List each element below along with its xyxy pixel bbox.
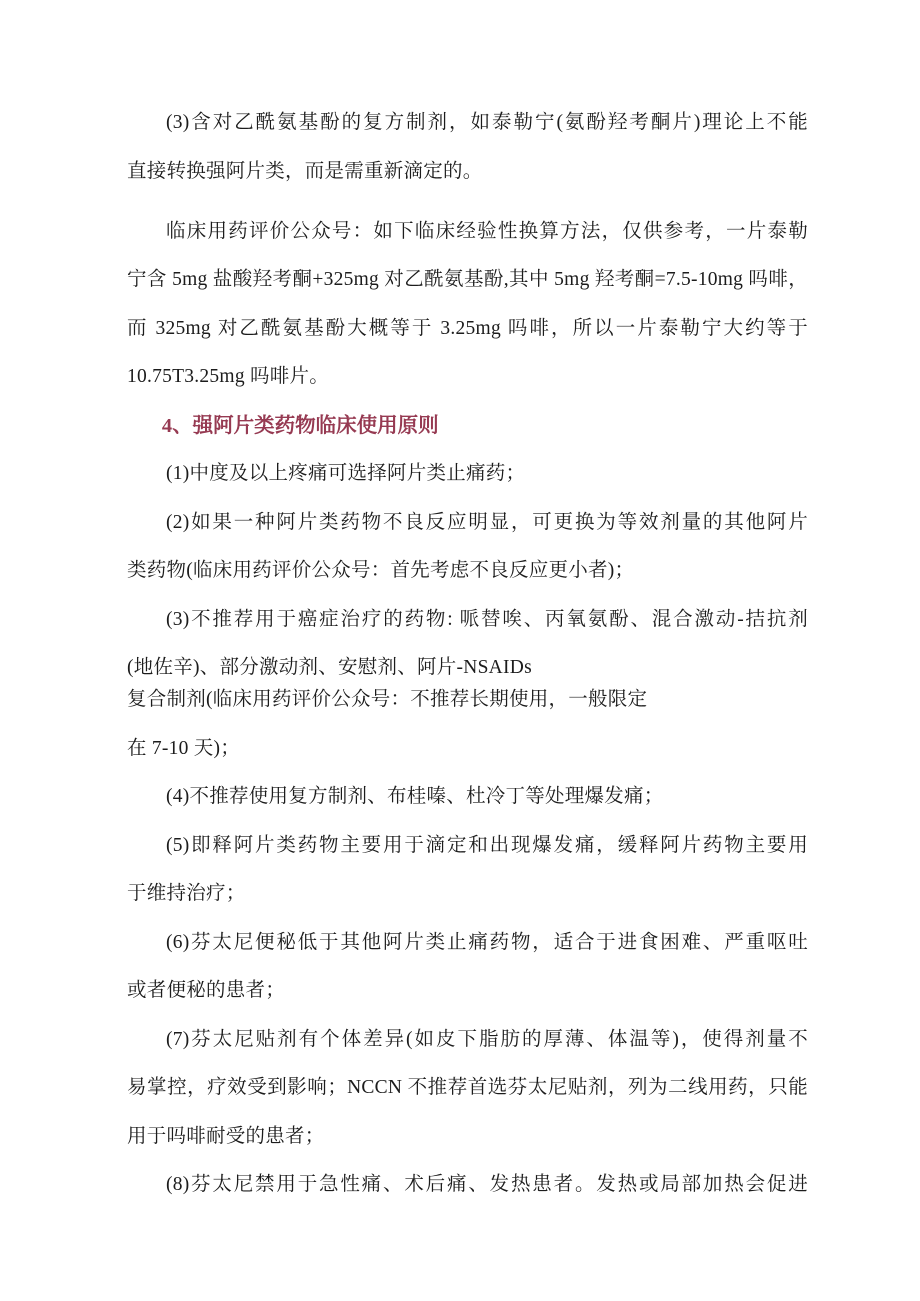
text-line: 类药物(临床用药评价公众号：首先考虑不良反应更小者)； [127,560,635,581]
text-line: 宁含 5mg 盐酸羟考酮+325mg 对乙酰氨基酚,其中 5mg 羟考酮=7.5-10mg 吗啡， [127,269,808,290]
text-line: 临床用药评价公众号：如下临床经验性换算方法，仅供参考，一片泰勒 [166,220,808,242]
text-line: 复合制剂(临床用药评价公众号：不推荐长期使用，一般限定 [127,689,648,710]
text-line: (8)芬太尼禁用于急性痛、术后痛、发热患者。发热或局部加热会促进 [166,1174,808,1195]
text-line: (3)不推荐用于癌症治疗的药物: 哌替唉、丙氧氨酚、混合激动-拮抗剂 [166,608,808,630]
text-line: (4)不推荐使用复方制剂、布桂嗪、杜冷丁等处理爆发痛； [166,786,664,807]
document-body [127,99,808,1210]
text-line: (5)即释阿片类药物主要用于滴定和出现爆发痛，缓释阿片药物主要用 [166,834,808,856]
text-line: (7)芬太尼贴剂有个体差异(如皮下脂肪的厚薄、体温等)，使得剂量不 [166,1028,808,1050]
text-line: 于维持治疗； [127,883,246,904]
text-line: 或者便秘的患者； [127,980,286,1001]
text-line: 直接转换强阿片类，而是需重新滴定的。 [127,160,483,182]
text-line: 用于吗啡耐受的患者； [127,1125,325,1147]
text-line: 易掌控，疗效受到影响；NCCN 不推荐首选芬太尼贴剂，列为二线用药，只能 [127,1077,808,1098]
text-line: (3)含对乙酰氨基酚的复方制剂，如泰勒宁(氨酚羟考酮片)理论上不能 [166,112,808,133]
section-heading: 4、强阿片类药物临床使用原则 [161,414,439,437]
text-line: 10.75T3.25mg 吗啡片。 [127,366,329,387]
text-line: 而 325mg 对乙酰氨基酚大概等于 3.25mg 吗啡，所以一片泰勒宁大约等于 [127,317,808,339]
text-line: 在 7-10 天)； [127,737,240,759]
text-line: (1)中度及以上疼痛可选择阿片类止痛药； [166,463,526,484]
text-line: (地佐辛)、部分激动剂、安慰剂、阿片-NSAIDs [127,657,532,678]
text-line: (6)芬太尼便秘低于其他阿片类止痛药物，适合于进食困难、严重呕吐 [166,931,808,953]
text-line: (2)如果一种阿片类药物不良反应明显，可更换为等效剂量的其他阿片 [166,511,808,533]
